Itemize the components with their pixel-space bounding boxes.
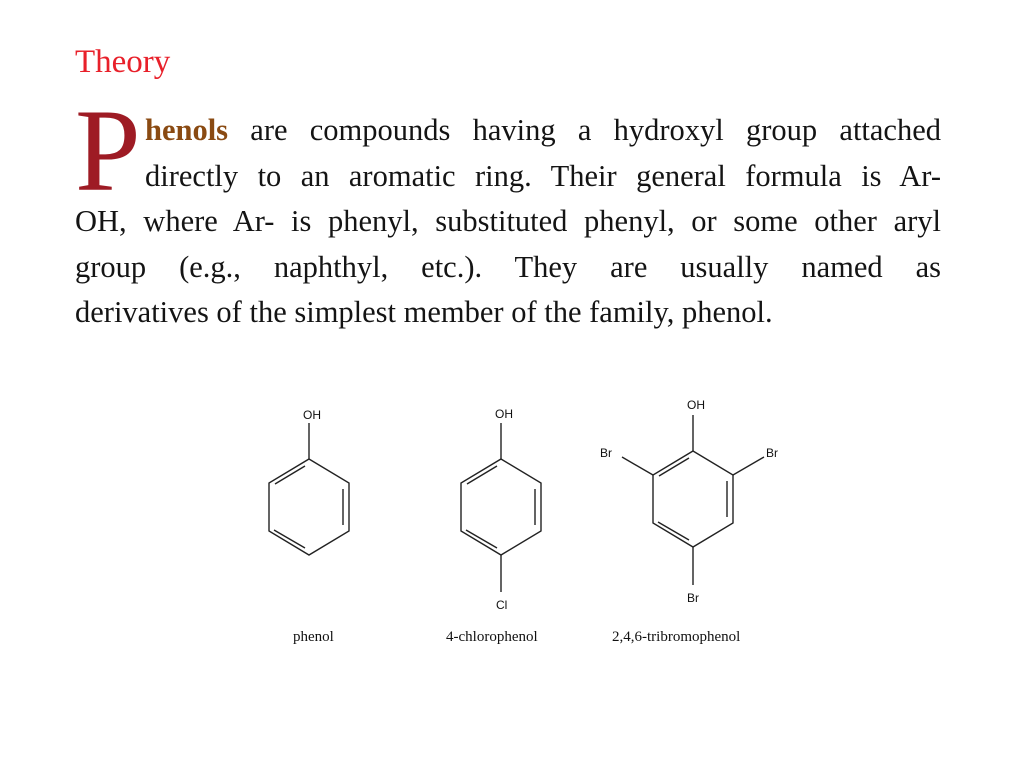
oh-label: OH [687, 398, 705, 412]
cl-label: Cl [496, 598, 508, 612]
lead-word: henols [145, 113, 229, 147]
br-label: Br [600, 446, 612, 460]
section-heading: Theory [75, 44, 171, 80]
double-bond [658, 522, 689, 540]
benzene-ring [653, 451, 733, 547]
paragraph-line-2: directly to an aromatic ring. Their general formula is Ar- [145, 158, 941, 193]
br-label: Br [687, 591, 699, 605]
br-label: Br [766, 446, 778, 460]
tribromophenol-structure [622, 415, 764, 585]
oh-label: OH [495, 407, 513, 421]
drop-cap-letter: P [75, 85, 141, 216]
double-bond [467, 466, 497, 484]
structure-caption: phenol [293, 629, 334, 645]
chlorophenol-structure [461, 423, 541, 592]
double-bond [659, 458, 689, 476]
paragraph-line-5: derivatives of the simplest member of the family, phenol. [75, 295, 773, 329]
benzene-ring [461, 459, 541, 555]
double-bond [274, 530, 305, 548]
br-bond [733, 457, 764, 475]
structure-caption: 2,4,6-tribromophenol [612, 629, 741, 645]
benzene-ring [269, 459, 349, 555]
double-bond [275, 466, 305, 484]
double-bond [466, 530, 497, 548]
paragraph-line-4: group (e.g., naphthyl, etc.). They are usually named as [75, 249, 941, 284]
structure-caption: 4-chlorophenol [446, 629, 538, 645]
oh-label: OH [303, 408, 321, 422]
paragraph-line-3: OH, where Ar- is phenyl, substituted phenyl, or some other aryl [75, 204, 941, 238]
paragraph-line-1: henols are compounds having a hydroxyl group attached [145, 113, 941, 147]
phenol-structure [269, 423, 349, 555]
br-bond [622, 457, 653, 475]
